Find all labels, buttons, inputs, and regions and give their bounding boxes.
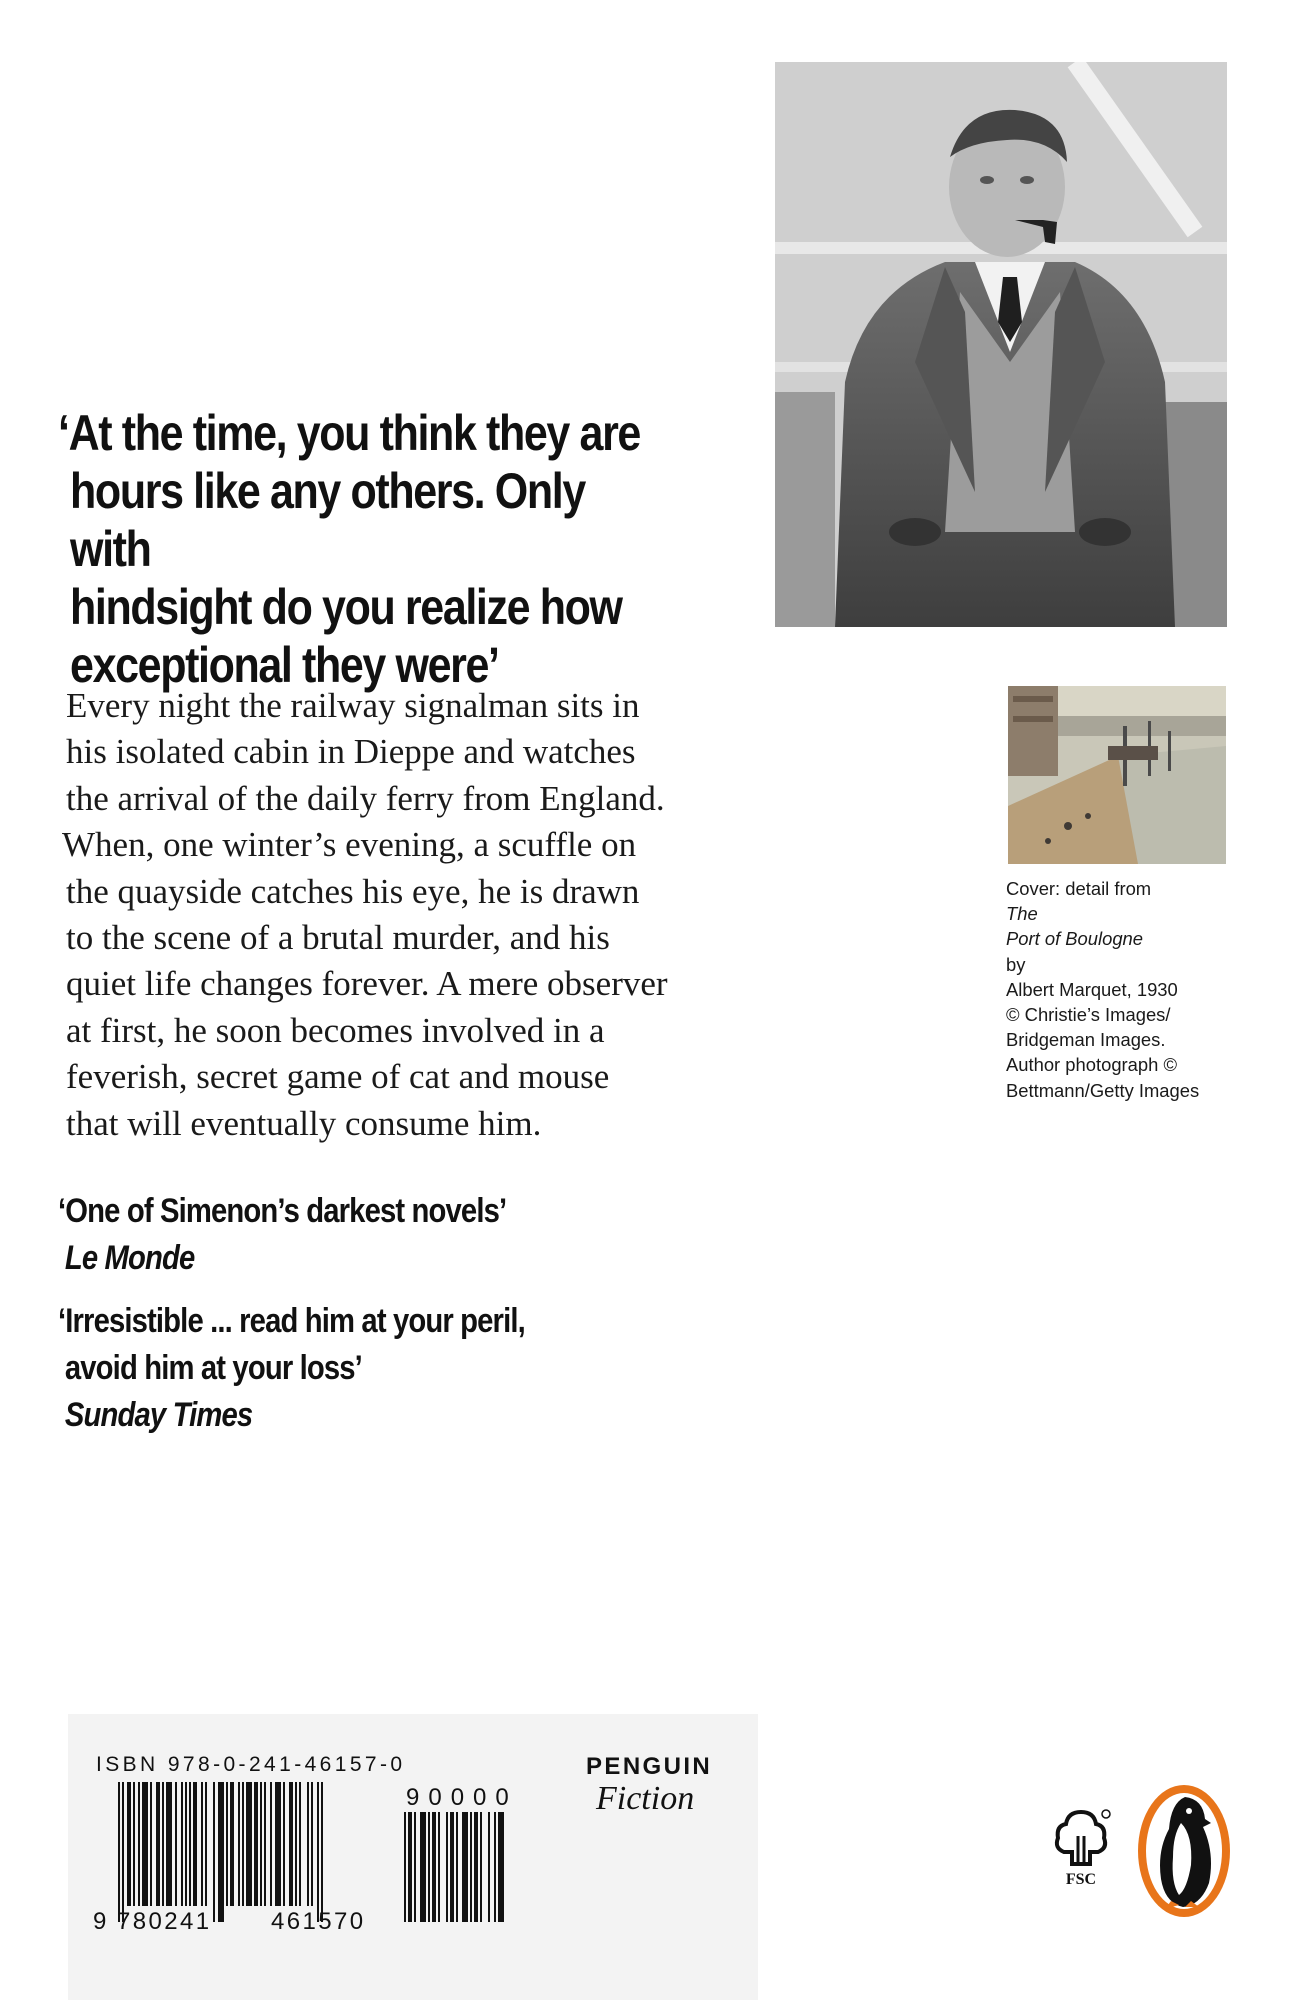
blurb-line: feverish, secret game of cat and mouse	[66, 1057, 610, 1097]
barcode-bar	[446, 1812, 448, 1922]
barcode-bar	[432, 1812, 436, 1922]
penguin-logo-icon	[1135, 1783, 1233, 1919]
barcode-bar	[205, 1782, 207, 1906]
barcode-bar	[470, 1812, 472, 1922]
fsc-label: FSC	[1065, 1871, 1097, 1888]
headline-line: hours like any others. Only with	[70, 463, 585, 577]
credits-text: Cover: detail from	[1006, 878, 1152, 899]
review-text: ‘One of Simenon’s darkest novels’	[58, 1192, 507, 1230]
barcode-bar	[193, 1782, 197, 1906]
barcode-bar	[162, 1782, 164, 1906]
cover-credits	[1006, 876, 1236, 1103]
barcode-bar	[142, 1782, 148, 1906]
imprint-line: Fiction	[596, 1780, 695, 1817]
addon-barcode	[404, 1812, 532, 1922]
blurb-line: When, one winter’s evening, a scuffle on	[62, 825, 637, 865]
credits-text: by	[1006, 953, 1026, 975]
barcode-bar	[311, 1782, 313, 1906]
ean-left-digits: 780241	[117, 1908, 212, 1935]
barcode-bar	[480, 1812, 482, 1922]
barcode-bar	[254, 1782, 258, 1906]
credits-line	[1006, 876, 1236, 926]
barcode-bar	[428, 1812, 430, 1922]
barcode-bar	[230, 1782, 234, 1906]
barcode-bar	[226, 1782, 228, 1906]
barcode-bar	[488, 1812, 490, 1922]
barcode-bar	[150, 1782, 152, 1906]
review-quote	[58, 1298, 778, 1439]
headline-quote	[58, 404, 643, 694]
barcode-bar	[238, 1782, 240, 1906]
barcode-bar	[456, 1812, 458, 1922]
barcode-bar	[438, 1812, 440, 1922]
barcode-bar	[462, 1812, 468, 1922]
barcode-bar	[270, 1782, 272, 1906]
barcode-bar	[450, 1812, 454, 1922]
blurb-line: the arrival of the daily ferry from England.	[66, 778, 665, 818]
review-text: ‘Irresistible ... read him at your peril,	[58, 1302, 525, 1340]
barcode-bar	[181, 1782, 183, 1906]
barcode-bar	[138, 1782, 140, 1906]
barcode-bar	[201, 1782, 203, 1906]
headline-line: hindsight do you realize how	[70, 579, 622, 635]
barcode-bar	[218, 1782, 224, 1922]
blurb-text	[62, 683, 766, 1147]
barcode-bar	[166, 1782, 172, 1906]
barcode-bar	[122, 1782, 124, 1922]
blurb-line: at first, he soon becomes involved in a	[66, 1010, 605, 1050]
barcode-bar	[404, 1812, 406, 1922]
barcode-bar	[321, 1782, 323, 1922]
isbn-label: ISBN 978-0-241-46157-0	[96, 1753, 406, 1776]
headline-line: exceptional they were’	[70, 637, 499, 693]
barcode-bar	[289, 1782, 293, 1906]
barcode-bar	[307, 1782, 309, 1906]
review-quote	[58, 1188, 778, 1282]
credits-line: Bridgeman Images.	[1006, 1029, 1166, 1051]
blurb-line: quiet life changes forever. A mere observer	[66, 964, 668, 1004]
barcode-bar	[283, 1782, 285, 1906]
review-source: Sunday Times	[64, 1396, 253, 1434]
blurb-line: that will eventually consume him.	[66, 1103, 542, 1143]
barcode-bar	[156, 1782, 160, 1906]
cover-painting-thumbnail	[1008, 686, 1226, 864]
barcode-bar	[189, 1782, 191, 1906]
barcode-bar	[127, 1782, 131, 1906]
barcode-bar	[494, 1812, 496, 1922]
barcode-bar	[260, 1782, 262, 1906]
credits-line: © Christie’s Images/	[1006, 1004, 1171, 1026]
blurb-line: Every night the railway signalman sits in	[66, 686, 640, 725]
author-photograph	[775, 62, 1227, 627]
barcode-bar	[246, 1782, 252, 1906]
barcode-bar	[299, 1782, 301, 1906]
barcode-bar	[414, 1812, 416, 1922]
blurb-line: to the scene of a brutal murder, and his	[66, 918, 610, 958]
blurb-line: his isolated cabin in Dieppe and watches	[66, 732, 636, 772]
barcode-bar	[408, 1812, 412, 1922]
credits-line	[1006, 926, 1236, 976]
ean-barcode	[118, 1782, 374, 1922]
barcode-bar	[242, 1782, 244, 1906]
credits-title: Port of Boulogne	[1006, 928, 1144, 950]
fsc-logo-icon	[1050, 1806, 1112, 1888]
barcode-bar	[264, 1782, 266, 1906]
addon-digits: 90000	[406, 1784, 518, 1811]
headline-line: ‘At the time, you think they are	[58, 405, 640, 461]
barcode-bar	[118, 1782, 120, 1922]
imprint-publisher: PENGUIN	[586, 1753, 713, 1780]
barcode-bar	[295, 1782, 297, 1906]
credits-title: The	[1006, 903, 1038, 925]
ean-right-digits: 461570	[271, 1908, 366, 1935]
barcode-bar	[498, 1812, 504, 1922]
review-source: Le Monde	[64, 1239, 195, 1277]
credits-line: Albert Marquet, 1930	[1006, 978, 1178, 1000]
credits-line: Author photograph ©	[1006, 1054, 1178, 1076]
barcode-bar	[185, 1782, 187, 1906]
barcode-bar	[275, 1782, 281, 1906]
barcode-bar	[474, 1812, 478, 1922]
barcode-bar	[133, 1782, 135, 1906]
barcode-bar	[317, 1782, 319, 1922]
blurb-line: the quayside catches his eye, he is drawn	[66, 871, 640, 911]
review-text: avoid him at your loss’	[64, 1349, 362, 1387]
ean-first-digit: 9	[93, 1908, 107, 1935]
barcode-bar	[420, 1812, 426, 1922]
ean-digits	[93, 1908, 366, 1936]
barcode-bar	[213, 1782, 215, 1922]
credits-line: Bettmann/Getty Images	[1006, 1079, 1200, 1101]
barcode-bar	[175, 1782, 177, 1906]
